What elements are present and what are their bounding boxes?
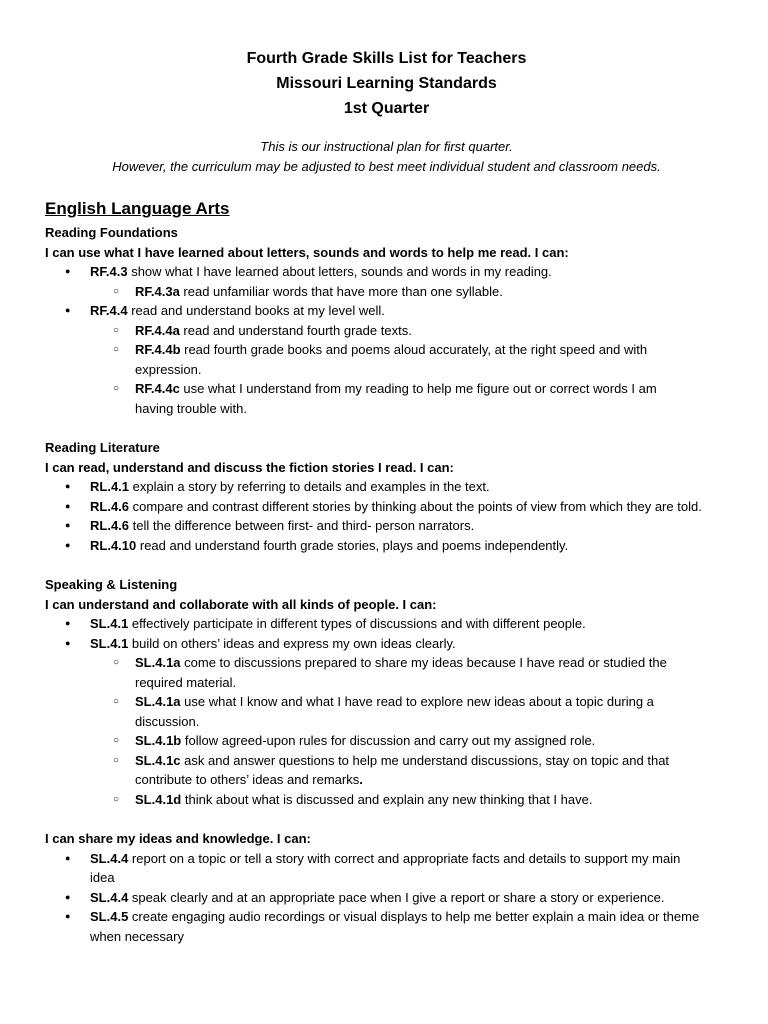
list-item (45, 888, 728, 908)
standard-code: RF.4.3 (90, 264, 128, 279)
list-item (90, 731, 728, 751)
standard-text: explain a story by referring to details and examples in the text. (129, 479, 490, 494)
standard-code: RF.4.4c (135, 381, 180, 396)
sub-standards-list (90, 282, 728, 302)
standard-text: read fourth grade books and poems aloud accurately, at the right speed and with expression. (135, 342, 648, 377)
standard-code: SL.4.1a (135, 655, 181, 670)
standard-text: read and understand books at my level well. (127, 303, 385, 318)
standard-code: RL.4.10 (90, 537, 137, 553)
standard-code: SL.4.1b (135, 733, 182, 748)
standard-text: effectively participate in different types of discussions and with different people. (128, 616, 586, 631)
list-item (90, 653, 728, 692)
subsection-heading-reading-literature: Reading Literature (45, 440, 160, 455)
standard-text: tell the difference between first- and third- person narrators. (129, 518, 475, 533)
section-title: English Language Arts (45, 199, 230, 218)
list-item (45, 849, 728, 888)
standard-code: RL.4.6 (90, 518, 130, 533)
standard-text: report on a topic or tell a story with correct and appropriate facts and details to support my main idea (90, 850, 681, 885)
standard-text: create engaging audio recordings or visual displays to help me better explain a main idea or theme when necessary (90, 909, 700, 944)
standard-text: show what I have learned about letters, sounds and words in my reading. (127, 264, 552, 279)
standard-text: use what I understand from my reading to help me figure out or correct words I am having trouble with. (135, 381, 657, 416)
list-item (45, 477, 728, 497)
sub-standards-list (90, 321, 728, 419)
standard-code: SL.4.4 (90, 850, 129, 866)
standard-code: RF.4.4b (135, 342, 181, 357)
standard-text: compare and contrast different stories by thinking about the points of view from which they are told. (129, 498, 702, 514)
standard-code: SL.4.1 (90, 635, 129, 651)
list-item (90, 321, 728, 341)
standards-list (45, 262, 728, 418)
list-item (90, 340, 728, 379)
standard-code: SL.4.1c (135, 752, 181, 768)
standard-text: read unfamiliar words that have more than one syllable. (179, 283, 503, 299)
list-item (45, 536, 728, 556)
standard-text: come to discussions prepared to share my ideas because I have read or studied the required material. (135, 655, 667, 690)
standard-text: use what I know and what I have read to explore new ideas about a topic during a discussion. (135, 694, 654, 729)
list-item (45, 634, 728, 810)
document-title: Fourth Grade Skills List for Teachers (246, 50, 527, 67)
standard-text: read and understand fourth grade texts. (179, 322, 412, 338)
title-block (45, 0, 728, 121)
standard-code: RF.4.3a (135, 283, 180, 299)
standards-list (45, 477, 728, 555)
list-item (90, 790, 728, 810)
intro-note (45, 137, 728, 177)
list-item (45, 497, 728, 517)
standard-code: SL.4.5 (90, 909, 129, 924)
standard-text: build on others’ ideas and express my own ideas clearly. (128, 635, 456, 651)
standard-code: SL.4.1a (135, 694, 181, 709)
list-item (45, 262, 728, 301)
document-subtitle: Missouri Learning Standards (276, 75, 497, 92)
sub-standards-list (90, 653, 728, 809)
standard-code: SL.4.1 (90, 616, 129, 631)
standard-code: RL.4.1 (90, 479, 130, 494)
list-item (90, 379, 728, 418)
standard-text: ask and answer questions to help me understand discussions, stay on topic and that contribute to others’ ideas and remarks (135, 752, 670, 787)
standard-code: RF.4.4 (90, 303, 128, 318)
standard-text: read and understand fourth grade stories, plays and poems independently. (136, 537, 569, 553)
list-item (90, 692, 728, 731)
list-item (45, 516, 728, 536)
list-item (45, 301, 728, 418)
list-item (45, 614, 728, 634)
subsection-intro-reading-foundations: I can use what I have learned about letters, sounds and words to help me read. I can: (45, 244, 569, 260)
standards-list (45, 614, 728, 809)
document-quarter: 1st Quarter (343, 100, 430, 117)
standards-list (45, 849, 728, 947)
standard-code: RL.4.6 (90, 498, 130, 514)
standard-text: speak clearly and at an appropriate pace when I give a report or share a story or experience. (128, 889, 665, 905)
list-item (45, 907, 728, 946)
standard-code: RF.4.4a (135, 322, 180, 338)
standard-text: follow agreed-upon rules for discussion and carry out my assigned role. (181, 733, 596, 748)
standard-text: think about what is discussed and explain any new thinking that I have. (181, 791, 593, 807)
subsection-heading-reading-foundations: Reading Foundations (45, 225, 178, 240)
subsection-intro-sharing-ideas: I can share my ideas and knowledge. I can: (45, 831, 311, 846)
subsection-heading-speaking-listening: Speaking & Listening (45, 577, 178, 592)
standard-code: SL.4.1d (135, 791, 182, 807)
intro-line: This is our instructional plan for first quarter. (260, 139, 513, 154)
list-item (90, 751, 728, 790)
list-item (90, 282, 728, 302)
standard-code: SL.4.4 (90, 889, 129, 905)
intro-line: However, the curriculum may be adjusted to best meet individual student and classroom needs. (112, 159, 661, 174)
subsection-intro-reading-literature: I can read, understand and discuss the fiction stories I read. I can: (45, 459, 454, 475)
sentence-period: . (359, 772, 363, 787)
subsection-intro-speaking-listening: I can understand and collaborate with all kinds of people. I can: (45, 596, 437, 612)
